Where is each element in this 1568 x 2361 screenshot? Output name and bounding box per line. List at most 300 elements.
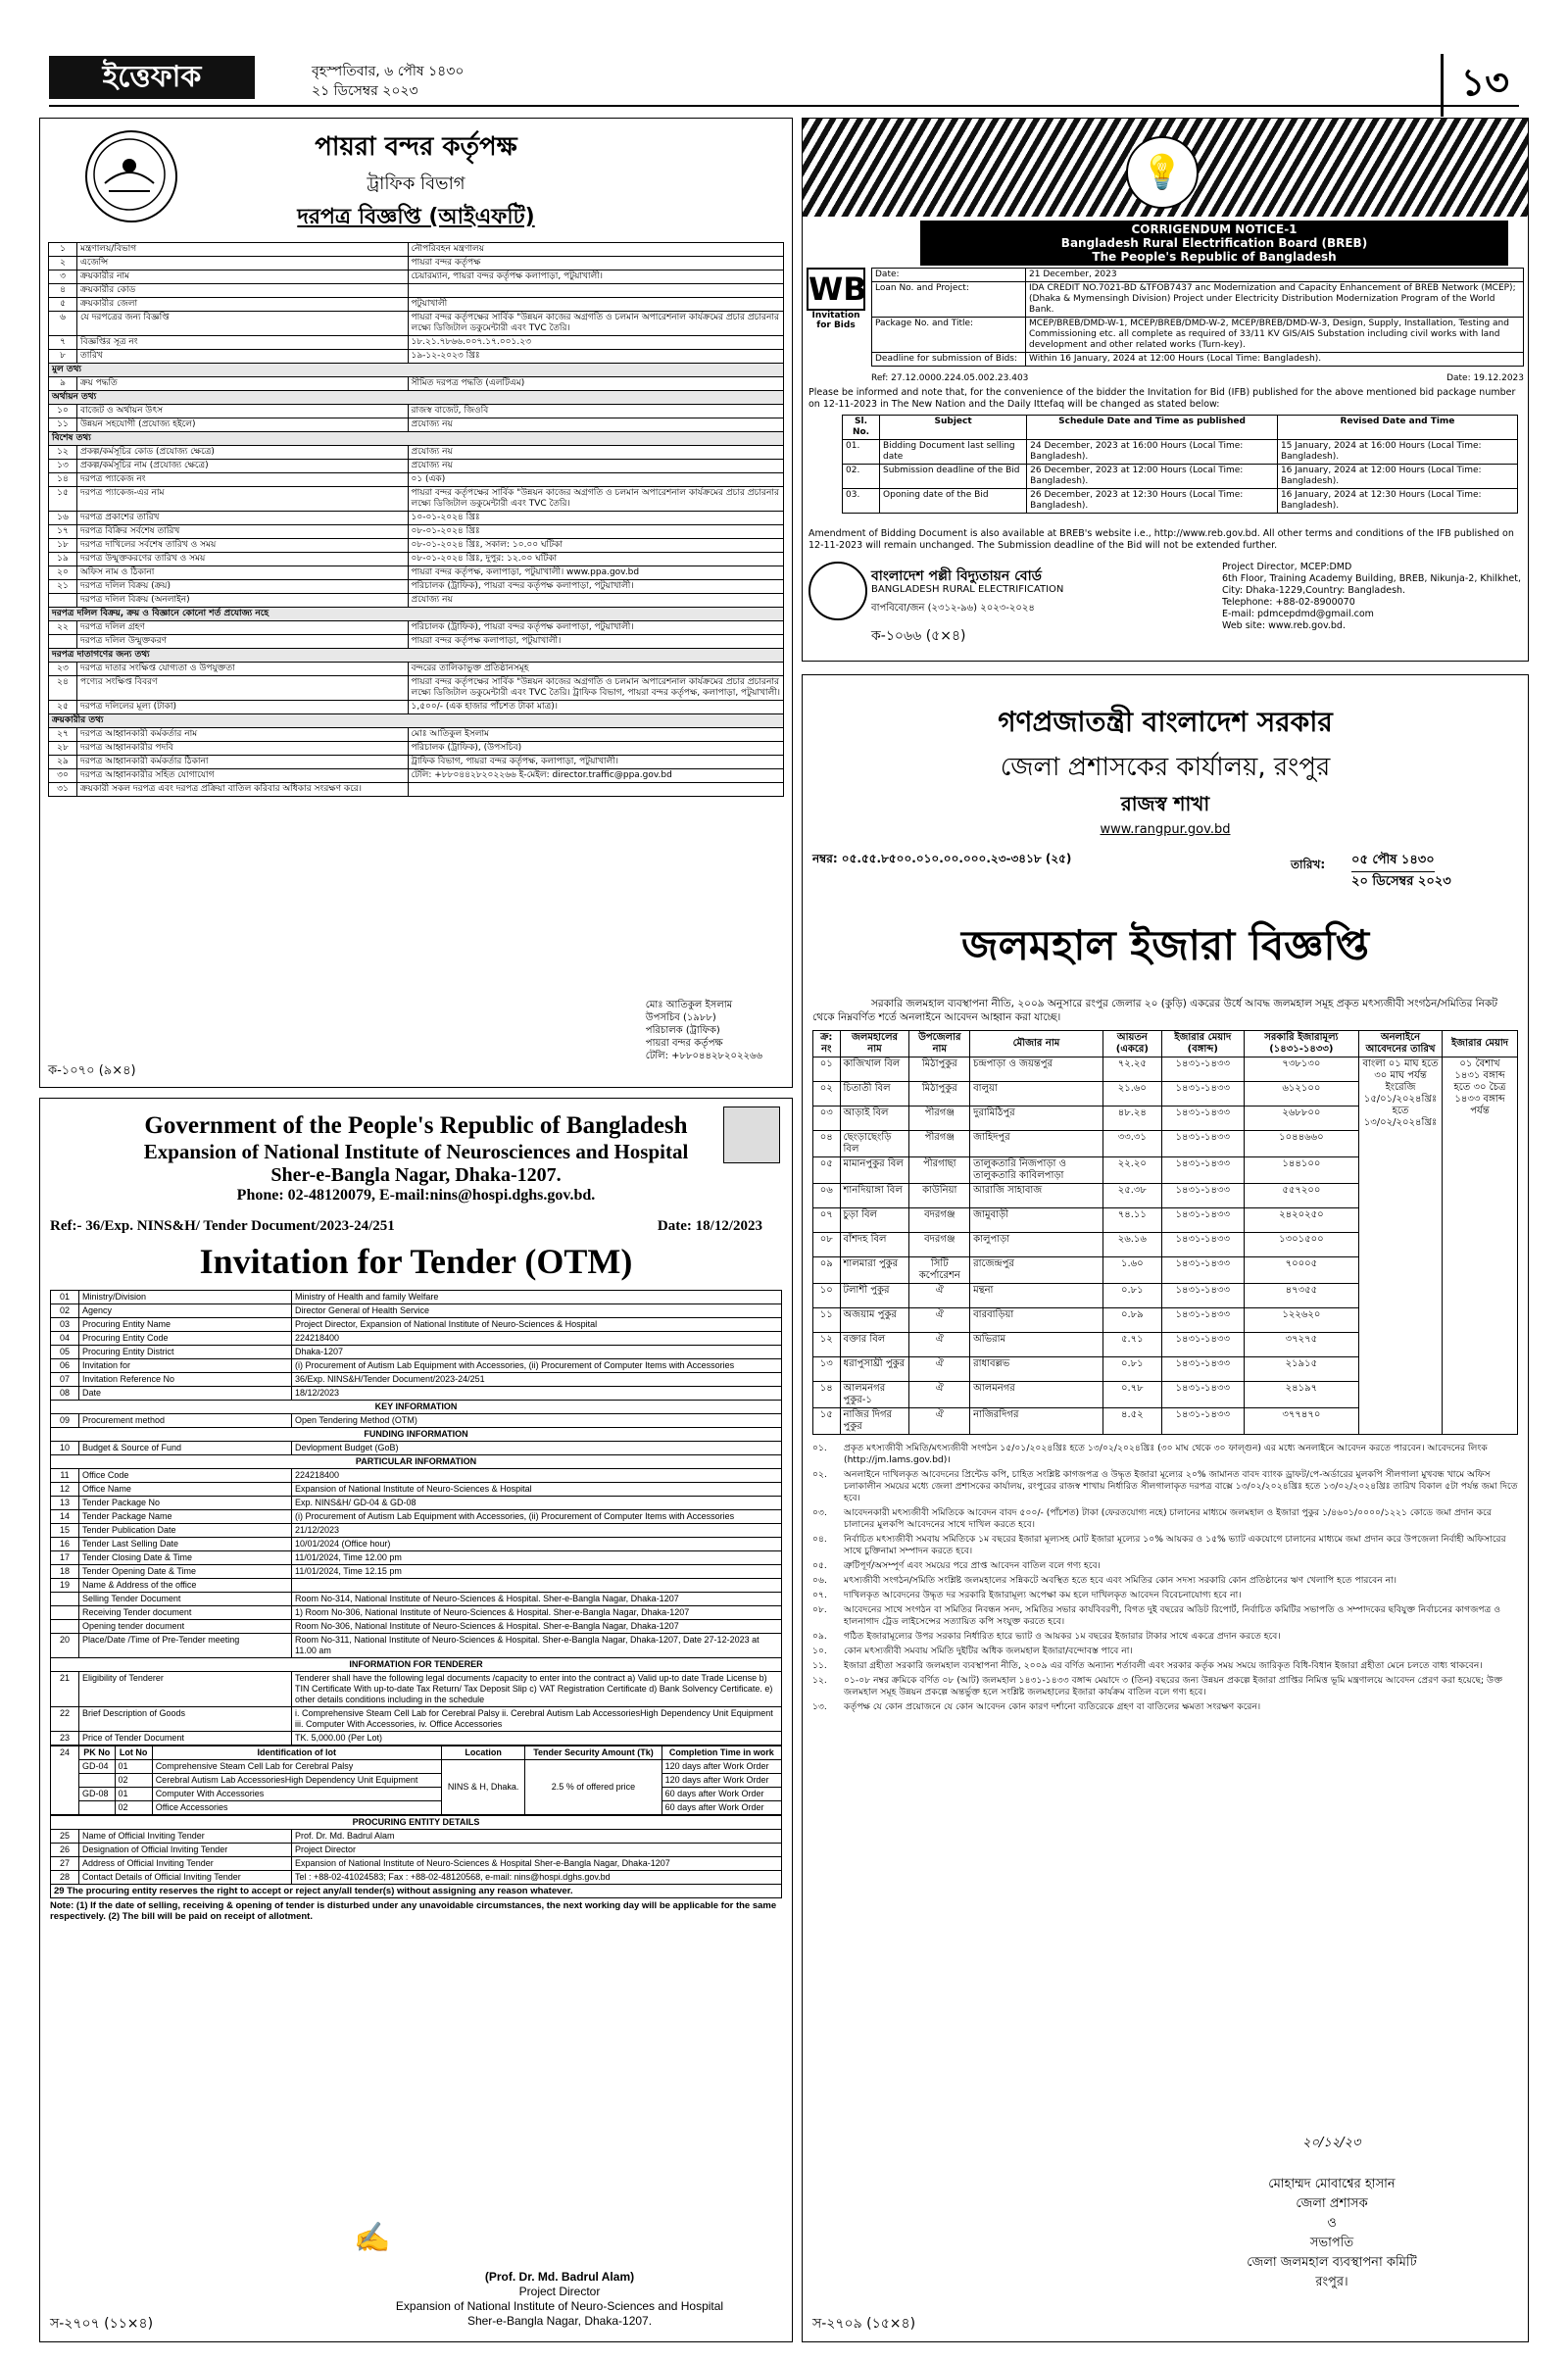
row-key: ক্রয়কারীর জেলা [77, 298, 409, 312]
row-number: ২৭ [49, 728, 77, 742]
row-number: 10 [51, 1442, 79, 1455]
row-key: Name & Address of the office [79, 1579, 292, 1593]
table-row [51, 1346, 782, 1359]
table-cell: ০৪ [813, 1131, 841, 1157]
row-value: TK. 5,000.00 (Per Lot) [292, 1732, 782, 1746]
payra-ad-code: ক-১০৭০ (৯×৪) [48, 1063, 136, 1078]
table-row [49, 553, 784, 566]
row-number: 19 [51, 1579, 79, 1593]
row-value: 224218400 [292, 1332, 782, 1346]
table-cell: ০৭ [813, 1208, 841, 1233]
table-row [49, 312, 784, 336]
row-number: 23 [51, 1732, 79, 1746]
nins-title: Invitation for Tender (OTM) [199, 1242, 633, 1281]
table-row [872, 282, 1524, 318]
table-cell: ১৪৩১-১৪৩৩ [1161, 1382, 1244, 1408]
rangpur-title: জলমহাল ইজারা বিজ্ঞপ্তি [961, 921, 1369, 969]
row-number: ২৩ [49, 663, 77, 676]
row-number: ৯ [49, 377, 77, 391]
row-key: Procurement method [79, 1414, 292, 1428]
list-item [812, 1507, 1518, 1531]
table-row [49, 714, 784, 728]
table-cell: ১৪৪১০০ [1244, 1157, 1358, 1184]
lot-no: 02 [115, 1774, 152, 1788]
row-value: টেলি: +৮৮০৪৪২৮২০২২৬৬ ই-মেইল: director.traffic@ppa.gov.bd [408, 769, 784, 783]
row-value: 11/01/2024, Time 12.00 pm [292, 1551, 782, 1565]
row-value: পায়রা বন্দর কর্তৃপক্ষ [408, 257, 784, 271]
table-cell: দুরামিঠিপুর [970, 1107, 1103, 1131]
row-value: IDA CREDIT NO.7021-BD &TFOB7437 anc Modernization and Capacity Enhancement of BREB Network (MCEP); (Dhaka & Mymensingh Division) Project under Electricity Distribution Modernization Program of the World Bank. [1026, 282, 1524, 318]
rangpur-memo: নম্বর: ০৫.৫৫.৮৫০০.০১০.০০.০০০.২৩-৩৪১৮ (২৫) তারিখ: ০৫ পৌষ ১৪৩০ ২০ ডিসেম্বর ২০২৩ [812, 852, 1451, 889]
row-key: Selling Tender Document [79, 1593, 292, 1606]
row-number: ২১ [49, 580, 77, 594]
mujib-logo [723, 1107, 780, 1163]
table-cell: তালুকতারি নিজপাড়া ও তালুকতারি কাবিলপাড়া [970, 1157, 1103, 1184]
table-cell: ১৪৩১-১৪৩৩ [1161, 1184, 1244, 1208]
lot-no: 01 [115, 1760, 152, 1774]
lot-security: 2.5 % of offered price [525, 1760, 662, 1815]
table-cell: রাধাবল্লভ [970, 1357, 1103, 1382]
breb-banner: CORRIGENDUM NOTICE-1 Bangladesh Rural Electrification Board (BREB) The People's Republic of Bangladesh [920, 221, 1508, 266]
row-key: Office Name [79, 1483, 292, 1497]
row-value: পায়রা বন্দর কর্তৃপক্ষ, কলাপাড়া, পটুয়াখালী। www.ppa.gov.bd [408, 566, 784, 580]
table-cell: ১৪৩১-১৪৩৩ [1161, 1333, 1244, 1357]
table-cell: কাজিখাল বিল [840, 1058, 909, 1082]
table-cell: ১৪৩১-১৪৩৩ [1161, 1233, 1244, 1257]
note-text: নির্বাচিত মৎস্যজীবী সমবায় সমিতিকে ১ম বছরের ইজারা মূল্যসহ মোট ইজারা মূল্যের ১০% আয়কর ও ১৫% ভ্যাট একযোগে চালানের মাধ্যমে জমা প্রদান করে উপজেলা নির্বাহী অফিসারের সাথে চুক্তিনামা সম্পাদন করতে হবে। [844, 1534, 1506, 1556]
nins-note: Note: (1) If the date of selling, receiving & opening of tender is disturbed under any unavoidable circumstances, the next working day will be applicable for the same respectively. (2) The bill will be paid on receipt of allotment. [50, 1900, 777, 1922]
table-cell: ১৪৩১-১৪৩৩ [1161, 1284, 1244, 1308]
lease-period: ০১ বৈশাখ ১৪৩১ বঙ্গাব্দ হতে ৩০ চৈত্র ১৪৩৩ বঙ্গাব্দ পর্যন্ত [1443, 1058, 1518, 1435]
table-row [51, 1510, 782, 1524]
lot-identification: Office Accessories [152, 1801, 441, 1815]
table-row [49, 473, 784, 487]
row-number: ৩০ [49, 769, 77, 783]
note-text: আবেদনকারী মৎস্যজীবী সমিতিকে আবেদন বাবদ ৫০০/- (পাঁচশত) টাকা (ফেরতযোগ্য নহে) চালানের মাধ্যমে জলমহাল ও ইজারা পুকুর ১/৪৬০১/০০০০/১২২১ কোডে জমা প্রদান করে চালানের মুলকপি আবেদনের সাথে দাখিল করতে হবে। [844, 1507, 1492, 1530]
column-header: মৌজার নাম [970, 1031, 1103, 1058]
table-cell: ১.৬০ [1102, 1257, 1161, 1284]
row-number: 21 [51, 1672, 79, 1707]
table-cell: আড়াই বিল [840, 1107, 909, 1131]
row-number: 25 [51, 1830, 79, 1844]
table-cell: ১৪৩১-১৪৩৩ [1161, 1058, 1244, 1082]
row-key: প্রকল্প/কর্মসূচির কোড (প্রযোজ্য ক্ষেত্রে) [77, 446, 409, 460]
list-item [812, 1560, 1518, 1572]
row-key: দরপত্র দলিল বিক্রয় (ক্রয়) [77, 580, 409, 594]
wb-mark: WB Invitation for Bids [807, 268, 865, 330]
payra-dept: ট্রাফিক বিভাগ [367, 173, 466, 194]
column-header: Identification of lot [152, 1746, 441, 1760]
table-row [51, 1483, 782, 1497]
row-key: Brief Description of Goods [79, 1707, 292, 1732]
note-number: ১১. [812, 1660, 827, 1671]
row-number: 17 [51, 1551, 79, 1565]
row-number: ২০ [49, 566, 77, 580]
section-label: PARTICULAR INFORMATION [51, 1455, 782, 1469]
row-value: ০৮-০১-২০২৪ খ্রিঃ, দুপুর: ১২.০০ ঘটিকা [408, 553, 784, 566]
section-label: ক্রয়কারীর তথ্য [49, 714, 784, 728]
row-value: পটুয়াখালী [408, 298, 784, 312]
table-cell: ১২২৬২০ [1244, 1308, 1358, 1333]
row-number: 06 [51, 1359, 79, 1373]
table-row [49, 663, 784, 676]
row-key: Tender Package Name [79, 1510, 292, 1524]
row-key: দরপত্র দলিলের মূল্য (টাকা) [77, 701, 409, 714]
row-value: Ministry of Health and family Welfare [292, 1291, 782, 1304]
section-label: মুল তথ্য [49, 364, 784, 377]
row-number: 08 [51, 1387, 79, 1401]
table-cell: ১৫ [813, 1408, 841, 1435]
table-cell: ৭৪.১১ [1102, 1208, 1161, 1233]
row-value: পায়রা বন্দর কর্তৃপক্ষের সার্বিক "উন্নয়ন কাজের অগ্রগতি ও চলমান অপারেশনাল কার্যক্রমের প্রচার প্রচারনার লক্ষ্যে ডিজিটাল ডকুমেন্টারী এবং TVC তৈরি। [408, 312, 784, 336]
row-number: ১২ [49, 446, 77, 460]
table-cell: ৭৩৮১৩০ [1244, 1058, 1358, 1082]
table-cell: ৪.৫২ [1102, 1408, 1161, 1435]
table-cell: ১৪৩১-১৪৩৩ [1161, 1157, 1244, 1184]
row-value: রাজস্ব বাজেট, জিওবি [408, 405, 784, 418]
row-key: Tender Package No [79, 1497, 292, 1510]
contact-line: E-mail: pdmcepdmd@gmail.com [1222, 609, 1374, 619]
table-cell: ০.৮১ [1102, 1284, 1161, 1308]
table-row [51, 1455, 782, 1469]
table-cell: ০৩ [813, 1107, 841, 1131]
table-row [49, 271, 784, 284]
breb-ad-code: ক-১০৬৬ (৫×৪) [871, 628, 966, 644]
note-text: অনলাইনে দাখিলকৃত আবেদনের প্রিন্টেড কপি, চাহিত সংশ্লিষ্ট কাগজপত্র ও উদ্ধৃত ইজারা মূল্যের ২০% জামানত বাবদ ব্যাংক ড্রাফট/পে-অর্ডারের মুলকপি সীলগালা মুখবন্ধ খামে অফিস চলাকালীন সময়ের মধ্যে জেলা প্রশাসকের কার্যালয়, রংপুরের রাজস্ব শাখায় নির্ধারিত সীলগালাকৃত দরপত্র বাক্সে ১৩/০২/২০২৪খ্রিঃ হতে ১৩/০২/২০২৪খ্রিঃ তারিখ বিকাল ৫টা পর্যন্ত জমা দিতে হবে। [844, 1469, 1518, 1503]
note-number: ১৩. [812, 1701, 827, 1712]
row-value: পায়রা বন্দর কর্তৃপক্ষের সার্বিক "উন্নয়ন কাজের অগ্রগতি ও চলমান অপারেশনাল কার্যক্রমের প্রচার প্রচারনার লক্ষ্যে ডিজিটাল ডকুমেন্টারী এবং TVC তৈরি। [408, 487, 784, 512]
table-cell: নাজিরদিগর [970, 1408, 1103, 1435]
table-cell: ০৮ [813, 1233, 841, 1257]
table-cell: ১৪৩১-১৪৩৩ [1161, 1357, 1244, 1382]
row-number: 02 [51, 1304, 79, 1318]
bulb-icon: 💡 [1126, 136, 1199, 209]
row-value: ০১ (এক) [408, 473, 784, 487]
table-cell: ২৬.১৬ [1102, 1233, 1161, 1257]
note-text: মৎস্যজীবী সংগঠন/সমিতি সংশ্লিষ্ট জলমহালের সন্নিকটে অবস্থিত হতে হবে এবং সমিতির কোন সদস্য সরকারি কোন প্রতিষ্ঠানের ঋণ খেলাপি হতে পারবেন না। [844, 1575, 1397, 1586]
row-number: 11 [51, 1469, 79, 1483]
row-value [408, 284, 784, 298]
note-number: ০৫. [812, 1560, 827, 1571]
rangpur-intro: সরকারি জলমহাল ব্যবস্থাপনা নীতি, ২০০৯ অনুসারে রংপুর জেলার ২০ (কুড়ি) একরের উর্ধে আবদ্ধ জলমহাল সমূহ প্রকৃত মৎস্যজীবী সংগঠন/সমিতির নিকট থেকে নিম্নবর্ণিত শর্তে অনলাইনে আবেদন আহ্বান করা যাচ্ছে। [812, 998, 1498, 1023]
breb-amendment: Amendment of Bidding Document is also available at BREB's website i.e., http://www.reb.gov.bd. All other terms and conditions of the IFB published on 12-11-2023 will remain unchanged. The Submission deadline of the Bid will not be extended further. [808, 528, 1514, 551]
breb-corrigendum-ad [802, 118, 1529, 662]
apply-dates: বাংলা ০১ মাঘ হতে ৩০ মাঘ পর্যন্ত ইংরেজি ১৫/০১/২০২৪খ্রিঃ হতে ১৩/০২/২০২৪খ্রিঃ [1359, 1058, 1443, 1435]
section-label: INFORMATION FOR TENDERER [51, 1658, 782, 1672]
table-cell: ১৪ [813, 1382, 841, 1408]
row-key: দরপত্র প্রকাশের তারিখ [77, 512, 409, 525]
row-key: Eligibility of Tenderer [79, 1672, 292, 1707]
lot-identification: Cerebral Autism Lab AccessoriesHigh Dependency Unit Equipment [152, 1774, 441, 1788]
row-key: অফিস নাম ও ঠিকানা [77, 566, 409, 580]
package-no: GD-08 [79, 1788, 116, 1801]
row-number: ১ [49, 243, 77, 257]
table-cell: কালুপাড়া [970, 1233, 1103, 1257]
note-number: ১০. [812, 1646, 827, 1656]
nins-gov: Government of the People's Republic of Bangladesh [144, 1112, 688, 1139]
row-number: ৭ [49, 336, 77, 350]
row-number: ৪ [49, 284, 77, 298]
note-text: দাখিলকৃত আবেদনের উদ্ধৃত দর সরকারি ইজারামূল্য অপেক্ষা কম হলে দাখিলকৃত আবেদন বিবেচনাযোগ্য হবে না। [844, 1590, 1242, 1600]
table-row [51, 1469, 782, 1483]
table-row [51, 1871, 782, 1885]
table-cell: ছেংড়াছেংড়ি বিল [840, 1131, 909, 1157]
row-number: ১৮ [49, 539, 77, 553]
row-key: ক্রয় পদ্ধতি [77, 377, 409, 391]
payra-tender-ad [39, 118, 793, 1088]
table-row [49, 391, 784, 405]
table-row [49, 405, 784, 418]
table-row [51, 1774, 782, 1788]
section-label: PROCURING ENTITY DETAILS [51, 1816, 782, 1830]
payra-signature: মোঃ আতিকুল ইসলাম উপসচিব (১৯৮৮) পরিচালক (ট্রাফিক) পায়রা বন্দর কর্তৃপক্ষ টেলি: +৮৮০৪৪২৮২০২২৬৬ [645, 1000, 762, 1061]
row-key: Contact Details of Official Inviting Tender [79, 1871, 292, 1885]
table-row [49, 284, 784, 298]
column-header: ক্র: নং [813, 1031, 841, 1058]
table-cell: 26 December, 2023 at 12:00 Hours (Local Time: Bangladesh). [1027, 465, 1278, 489]
table-row [51, 1304, 782, 1318]
package-no: GD-04 [79, 1760, 116, 1774]
column-header: ইজারার মেয়াদ (বঙ্গাব্দ) [1161, 1031, 1244, 1058]
row-number: ৬ [49, 312, 77, 336]
table-row [49, 512, 784, 525]
row-value: প্রযোজ্য নয় [408, 594, 784, 608]
table-cell: নাজির দিগর পুকুর [840, 1408, 909, 1435]
list-item [812, 1575, 1518, 1587]
row-value: 21/12/2023 [292, 1524, 782, 1538]
row-value: বন্দরের তালিকাভুক্ত প্রতিষ্ঠানসমূহ [408, 663, 784, 676]
row-key: প্রকল্প/কর্মসূচির নাম (প্রযোজ্য ক্ষেত্রে) [77, 460, 409, 473]
row-value: Project Director, Expansion of National Institute of Neuro-Sciences & Hospital [292, 1318, 782, 1332]
lot-no: 02 [115, 1801, 152, 1815]
row-number: 04 [51, 1332, 79, 1346]
row-value: সীমিত দরপত্র পদ্ধতি (এলটিএম) [408, 377, 784, 391]
row-value: প্রযোজ্য নয় [408, 418, 784, 432]
row-value: 224218400 [292, 1469, 782, 1483]
rangpur-signature-mark: ২০/১২/২৩ [1302, 2136, 1361, 2150]
completion-time: 60 days after Work Order [662, 1801, 781, 1815]
table-row [51, 1565, 782, 1579]
rangpur-ad-code: স-২৭০৯ (১৫×৪) [812, 2316, 916, 2332]
row-number: ২৪ [49, 676, 77, 701]
table-cell: ঐ [909, 1357, 970, 1382]
column-header: আয়তন (একরে) [1102, 1031, 1161, 1058]
row-value: ১৮.২১.৭৮৬৬.০০৭.১৭.০০১.২৩ [408, 336, 784, 350]
table-row [51, 1634, 782, 1658]
table-cell: ১৩০১৫০০ [1244, 1233, 1358, 1257]
contact-line: Project Director, MCEP:DMD [1222, 562, 1352, 572]
rangpur-lease-ad [802, 674, 1529, 2342]
table-cell: ৪৭৩৫৫ [1244, 1284, 1358, 1308]
table-cell: ১২ [813, 1333, 841, 1357]
table-cell: ৩৩.৩১ [1102, 1131, 1161, 1157]
row-value: Room No-311, National Institute of Neuro-Sciences & Hospital. Sher-e-Bangla Nagar, Dhaka-1207, Date 27-12-2023 at 11.00 am [292, 1634, 782, 1658]
row-key: Designation of Official Inviting Tender [79, 1844, 292, 1857]
table-cell: ১৪৩১-১৪৩৩ [1161, 1082, 1244, 1107]
table-cell: বদরগঞ্জ [909, 1233, 970, 1257]
table-row [49, 635, 784, 649]
table-row [51, 1760, 782, 1774]
row-key: এজেন্সি [77, 257, 409, 271]
row-number: ২৯ [49, 756, 77, 769]
payra-table [48, 242, 784, 797]
row-number: 15 [51, 1524, 79, 1538]
payra-org: পায়রা বন্দর কর্তৃপক্ষ [315, 132, 517, 162]
table-row [51, 1318, 782, 1332]
row-value: প্রযোজ্য নয় [408, 460, 784, 473]
row-number: ২৫ [49, 701, 77, 714]
table-cell: ঐ [909, 1308, 970, 1333]
table-cell: Submission deadline of the Bid [880, 465, 1027, 489]
table-cell: 26 December, 2023 at 12:30 Hours (Local Time: Bangladesh). [1027, 489, 1278, 514]
table-cell: ১৪৩১-১৪৩৩ [1161, 1408, 1244, 1435]
table-row [51, 1732, 782, 1746]
table-row [51, 1857, 782, 1871]
row-number: 03 [51, 1318, 79, 1332]
table-row [51, 1538, 782, 1551]
table-cell: অভিরাম [970, 1333, 1103, 1357]
column-header: PK No [79, 1746, 116, 1760]
row-number: 14 [51, 1510, 79, 1524]
table-row [49, 336, 784, 350]
row-key: ক্রয়কারীর নাম [77, 271, 409, 284]
table-cell: ঐ [909, 1284, 970, 1308]
table-cell: ঐ [909, 1333, 970, 1357]
table-row [49, 364, 784, 377]
row-value: প্রযোজ্য নয় [408, 446, 784, 460]
table-cell: ০১ [813, 1058, 841, 1082]
row-key: দরপত্র প্যাকেজ নং [77, 473, 409, 487]
table-cell: ১৪৩১-১৪৩৩ [1161, 1208, 1244, 1233]
table-row [51, 1672, 782, 1707]
table-cell: ০.৭৮ [1102, 1382, 1161, 1408]
row-value: Tenderer shall have the following legal documents /capacity to enter into the contract a) Valid up-to date Trade License b) TIN Certificate With up-to-date Tax Return/ Tax Deposit Slip c) VAT Registration Certificate d) Bank Solvency Certificate. e) other details conditions including in the schedule [292, 1672, 782, 1707]
breb-notice-text: Please be informed and note that, for the convenience of the bidder the Invitation for Bid (IFB) published for the above mentioned bid package number on 12-11-2023 in The New Nation and the Daily Ittefaq will be changed as stated below: [808, 387, 1516, 410]
table-row [51, 1359, 782, 1373]
column-header: অনলাইনে আবেদনের তারিখ [1359, 1031, 1443, 1058]
row-key: দরপত্র বিক্রির সর্বশেষ তারিখ [77, 525, 409, 539]
table-cell: ২৪১৯৭ [1244, 1382, 1358, 1408]
row-value: 10/01/2024 (Office hour) [292, 1538, 782, 1551]
list-item [812, 1675, 1518, 1698]
table-cell: চন্দ্রপাড়া ও জয়ন্তপুর [970, 1058, 1103, 1082]
rangpur-gov: গণপ্রজাতন্ত্রী বাংলাদেশ সরকার [998, 706, 1333, 738]
table-row [49, 418, 784, 432]
table-row [49, 460, 784, 473]
row-number: ৮ [49, 350, 77, 364]
row-number [49, 635, 77, 649]
table-cell: ০.৮১ [1102, 1357, 1161, 1382]
nins-table [50, 1290, 782, 1746]
row-key: দরপত্র উন্মুক্তকরণের তারিখ ও সময় [77, 553, 409, 566]
rangpur-office: জেলা প্রশাসকের কার্যালয়, রংপুর [1000, 753, 1331, 782]
breb-info-table [871, 268, 1524, 367]
breb-pid: বাপবিবো/জন (২৩১২-৯৬) ২০২৩-২০২৪ [871, 603, 1035, 614]
row-value: 36/Exp. NINS&H/Tender Document/2023-24/251 [292, 1373, 782, 1387]
nins-inst: Expansion of National Institute of Neurosciences and Hospital [143, 1140, 689, 1163]
table-row [51, 1816, 782, 1830]
row-number [51, 1593, 79, 1606]
row-value: ০৮-০১-২০২৪ খ্রিঃ [408, 525, 784, 539]
table-row [51, 1332, 782, 1346]
row-key: Tender Publication Date [79, 1524, 292, 1538]
row-key: Package No. and Title: [872, 318, 1026, 353]
table-cell: 01. [843, 440, 880, 465]
row-number: ১৬ [49, 512, 77, 525]
note-number: ০৮. [812, 1604, 827, 1615]
table-cell: 24 December, 2023 at 16:00 Hours (Local Time: Bangladesh). [1027, 440, 1278, 465]
table-cell: মামানপুকুর বিল [840, 1157, 909, 1184]
table-row [49, 649, 784, 663]
row-key: Budget & Source of Fund [79, 1442, 292, 1455]
list-item [812, 1443, 1518, 1466]
row-key: Office Code [79, 1469, 292, 1483]
list-item [812, 1590, 1518, 1601]
table-row [49, 377, 784, 391]
note-number: ০২. [812, 1469, 827, 1480]
note-text: প্রকৃত মৎস্যজীবী সমিতি/মৎস্যজীবী সংগঠন ১৫/০১/২০২৪খ্রিঃ হতে ১৩/০২/২০২৪খ্রিঃ (৩০ মাঘ থেকে ৩০ ফাল্গুন) এর মধ্যে অনলাইনে আবেদন করতে পারবেন। আবেদনের লিংক (http://jm.lams.gov.bd)। [844, 1443, 1488, 1465]
table-cell: ১৪৩১-১৪৩৩ [1161, 1131, 1244, 1157]
row-key: ক্রয়কারীর কোড [77, 284, 409, 298]
table-row [843, 440, 1518, 465]
row-number: ৩১ [49, 783, 77, 797]
table-cell: চুড়া বিল [840, 1208, 909, 1233]
row-value: ১,৫০০/- (এক হাজার পাঁচশত টাকা মাত্র)। [408, 701, 784, 714]
section-label: অর্থায়ন তথ্য [49, 391, 784, 405]
table-cell: ২১৯১৫ [1244, 1357, 1358, 1382]
table-cell: আলমনগর পুকুর-১ [840, 1382, 909, 1408]
table-cell: জামুবাড়ী [970, 1208, 1103, 1233]
column-header: Lot No [115, 1746, 152, 1760]
row-key: Price of Tender Document [79, 1732, 292, 1746]
table-cell: ২৪২০২৫০ [1244, 1208, 1358, 1233]
row-key: Tender Last Selling Date [79, 1538, 292, 1551]
table-row [49, 539, 784, 553]
table-cell: ২১.৬০ [1102, 1082, 1161, 1107]
row-key: দরপত্র দলিল উন্মুক্তকরণ [77, 635, 409, 649]
note-text: ইজারা গ্রহীতা সরকারি জলমহাল ব্যবস্থাপনা নীতি, ২০০৯ এর বর্ণিত অন্যান্য শর্তাবলী এবং সরকার কর্তৃক সময় সময়ে জারিকৃত বিধি-বিধান ইজারা গ্রহীতা মেনে চলতে বাধ্য থাকবেন। [844, 1660, 1483, 1671]
section-label: FUNDING INFORMATION [51, 1428, 782, 1442]
table-row [51, 1844, 782, 1857]
table-row [51, 1373, 782, 1387]
table-row [51, 1291, 782, 1304]
row-number: 12 [51, 1483, 79, 1497]
row-key: উন্নয়ন সহযোগী (প্রযোজ্য হইলে) [77, 418, 409, 432]
table-row [49, 783, 784, 797]
row-value: পরিচালক (ট্রাফিক), পায়রা বন্দর কর্তৃপক্ষ কলাপাড়া, পটুয়াখালী। [408, 580, 784, 594]
table-row [51, 1551, 782, 1565]
row-key: দরপত্র দাতার সংক্ষিপ্ত যোগ্যতা ও উপযুক্ততা [77, 663, 409, 676]
row-number: 18 [51, 1565, 79, 1579]
row-key: Address of Official Inviting Tender [79, 1857, 292, 1871]
table-row [843, 489, 1518, 514]
row-key: Procuring Entity District [79, 1346, 292, 1359]
row-value: পরিচালক (ট্রাফিক), (উপসচিব) [408, 742, 784, 756]
row-key: দরপত্র প্যাকেজ-এর নাম [77, 487, 409, 512]
row-key: Opening tender document [79, 1620, 292, 1634]
table-row [49, 756, 784, 769]
note-number: ০৬. [812, 1575, 827, 1586]
table-row [51, 1707, 782, 1732]
section-label: বিশেষ তথ্য [49, 432, 784, 446]
list-item [812, 1534, 1518, 1557]
table-cell: কাউনিয়া [909, 1184, 970, 1208]
nins-ad-code: স-২৭০৭ (১১×৪) [50, 2316, 154, 2332]
row-key: তারিখ [77, 350, 409, 364]
table-cell: 03. [843, 489, 880, 514]
table-row [51, 1593, 782, 1606]
table-header [51, 1746, 782, 1760]
